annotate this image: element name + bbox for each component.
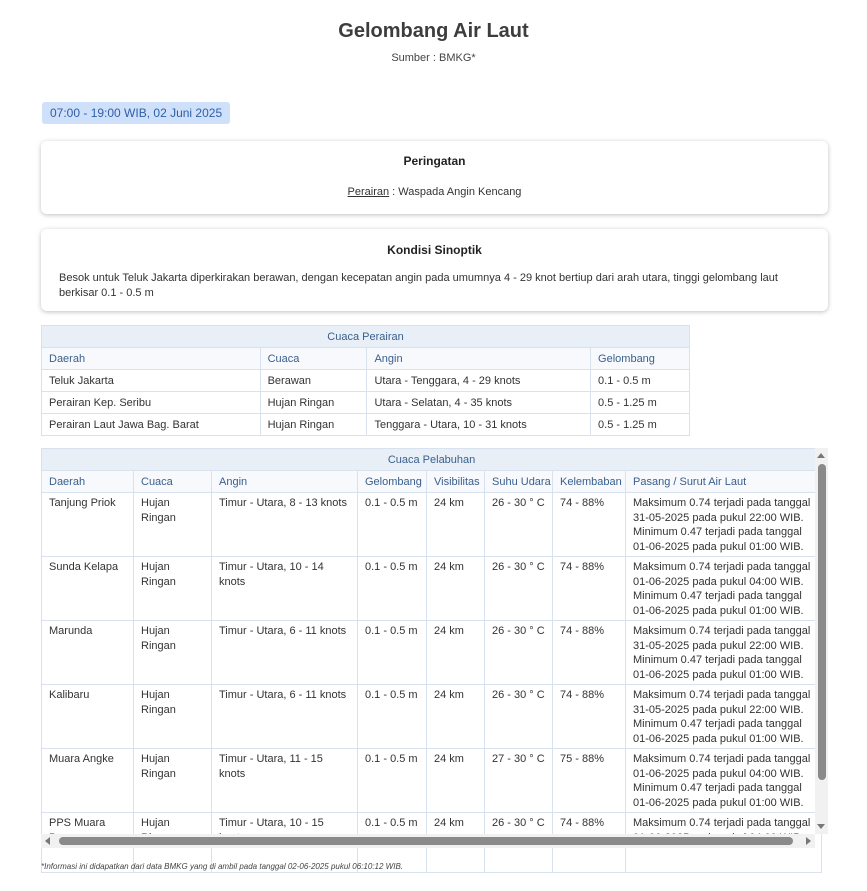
vertical-scroll-thumb[interactable] — [818, 464, 826, 780]
water-weather-cell: Hujan Ringan — [260, 414, 367, 436]
port-weather-cell: 74 - 88% — [553, 493, 626, 557]
warning-area-link[interactable]: Perairan — [347, 186, 390, 198]
port-weather-cell: Hujan Ringan — [134, 557, 212, 621]
port-weather-cell: Maksimum 0.74 terjadi pada tanggal 31-05-2025 pada pukul 22:00 WIB. Minimum 0.47 terjadi pada tanggal 01-06-2025 pada pukul 01:00 WIB. — [626, 621, 822, 685]
time-range-badge: 07:00 - 19:00 WIB, 02 Juni 2025 — [42, 102, 230, 124]
port-weather-cell: 24 km — [427, 493, 485, 557]
water-weather-cell: Tenggara - Utara, 10 - 31 knots — [367, 414, 591, 436]
footnote: *Informasi ini didapatkan dari data BMKG yang di ambil pada tanggal 02-06-2025 pukul 06:10:12 WIB. — [41, 862, 403, 871]
water-weather-cell: Teluk Jakarta — [42, 370, 261, 392]
port-weather-cell: Timur - Utara, 11 - 15 knots — [212, 749, 358, 813]
synoptic-text: Besok untuk Teluk Jakarta diperkirakan berawan, dengan kecepatan angin pada umumnya 4 - 29 knot bertiup dari arah utara, tinggi gelombang laut berkisar 0.1 - 0.5 m — [59, 272, 778, 299]
port-weather-cell: Timur - Utara, 10 - 15 — [212, 813, 358, 873]
port-weather-cell: PPS Muara — [42, 813, 134, 873]
water-weather-cell: Berawan — [260, 370, 367, 392]
water-weather-table — [41, 325, 690, 436]
water-weather-row — [42, 370, 690, 392]
water-weather-cell: Utara - Tenggara, 4 - 29 knots — [367, 370, 591, 392]
port-weather-header-cell: Cuaca — [134, 471, 212, 493]
port-weather-cell: 75 - 88% — [553, 749, 626, 813]
water-weather-cell: 0.5 - 1.25 m — [591, 414, 690, 436]
warning-line — [41, 186, 828, 198]
port-weather-header-cell: Suhu Udara — [485, 471, 553, 493]
port-weather-row — [42, 621, 822, 685]
water-weather-caption: Cuaca Perairan — [42, 326, 690, 348]
water-weather-header-cell: Daerah — [42, 348, 261, 370]
port-weather-scroll-area[interactable] — [41, 448, 815, 834]
port-weather-cell: Tanjung Priok — [42, 493, 134, 557]
port-weather-cell: 0.1 - 0.5 m — [358, 557, 427, 621]
source-label: Sumber : BMKG* — [391, 52, 476, 64]
port-weather-header-cell: Daerah — [42, 471, 134, 493]
water-weather-header-cell: Angin — [367, 348, 591, 370]
port-weather-table-container — [41, 448, 828, 848]
port-weather-cell: 0.1 - 0.5 m — [358, 813, 427, 873]
port-weather-cell: Hujan Ringan — [134, 493, 212, 557]
port-weather-row — [42, 557, 822, 621]
port-weather-cell: Hujan Ringan — [134, 621, 212, 685]
port-weather-cell: 26 - 30 ° C — [485, 813, 553, 873]
water-weather-table-container — [41, 325, 691, 436]
port-weather-cell: Hujan Ringan — [134, 685, 212, 749]
horizontal-scrollbar[interactable] — [41, 834, 815, 848]
water-weather-row — [42, 414, 690, 436]
port-weather-table — [41, 448, 822, 873]
scroll-up-arrow-icon[interactable] — [817, 453, 825, 458]
port-weather-cell: Timur - Utara, 6 - 11 knots — [212, 685, 358, 749]
warning-separator: : — [389, 186, 399, 198]
port-weather-cell: 24 km — [427, 621, 485, 685]
water-weather-header-cell: Gelombang — [591, 348, 690, 370]
port-weather-cell: 74 - 88% — [553, 685, 626, 749]
port-weather-cell: 26 - 30 ° C — [485, 493, 553, 557]
water-weather-row — [42, 392, 690, 414]
port-weather-cell: 0.1 - 0.5 m — [358, 749, 427, 813]
port-weather-cell: 74 - 88% — [553, 557, 626, 621]
port-weather-cell: 74 - 88% — [553, 621, 626, 685]
page-title: Gelombang Air Laut — [338, 20, 529, 42]
port-weather-cell: Muara Angke — [42, 749, 134, 813]
port-weather-cell: 27 - 30 ° C — [485, 749, 553, 813]
port-weather-cell: 0.1 - 0.5 m — [358, 493, 427, 557]
warning-card — [41, 141, 828, 214]
water-weather-header-cell: Cuaca — [260, 348, 367, 370]
vertical-scrollbar[interactable] — [815, 448, 828, 834]
scroll-left-arrow-icon[interactable] — [45, 837, 50, 845]
port-weather-cell: 26 - 30 ° C — [485, 685, 553, 749]
water-weather-cell: 0.5 - 1.25 m — [591, 392, 690, 414]
port-weather-caption: Cuaca Pelabuhan — [42, 449, 822, 471]
port-weather-cell: 24 km — [427, 685, 485, 749]
port-weather-cell: 24 km — [427, 557, 485, 621]
water-weather-cell: Utara - Selatan, 4 - 35 knots — [367, 392, 591, 414]
port-weather-cell: Hujan — [134, 813, 212, 873]
port-weather-cell: Marunda — [42, 621, 134, 685]
port-weather-cell: 26 - 30 ° C — [485, 621, 553, 685]
port-weather-row — [42, 749, 822, 813]
port-weather-cell: 0.1 - 0.5 m — [358, 685, 427, 749]
water-weather-cell: Hujan Ringan — [260, 392, 367, 414]
water-weather-cell: Perairan Kep. Seribu — [42, 392, 261, 414]
water-weather-cell: Perairan Laut Jawa Bag. Barat — [42, 414, 261, 436]
scroll-right-arrow-icon[interactable] — [806, 837, 811, 845]
synoptic-card — [41, 229, 828, 311]
port-weather-cell: 0.1 - 0.5 m — [358, 621, 427, 685]
warning-title: Peringatan — [403, 154, 466, 168]
port-weather-cell: Kalibaru — [42, 685, 134, 749]
port-weather-cell: Maksimum 0.74 terjadi pada tanggal 01-06-2025 pada pukul 04:00 WIB. Minimum 0.47 terjadi pada tanggal 01-06-2025 pada pukul 01:00 WIB. — [626, 557, 822, 621]
port-weather-header-cell: Angin — [212, 471, 358, 493]
horizontal-scroll-thumb[interactable] — [59, 837, 793, 845]
port-weather-cell: Timur - Utara, 8 - 13 knots — [212, 493, 358, 557]
port-weather-header-cell: Pasang / Surut Air Laut — [626, 471, 822, 493]
port-weather-cell: Maksimum 0.74 terjadi pada tanggal — [626, 813, 822, 873]
port-weather-cell: Sunda Kelapa — [42, 557, 134, 621]
port-weather-cell: 24 km — [427, 813, 485, 873]
port-weather-cell: Hujan Ringan — [134, 749, 212, 813]
warning-text: Waspada Angin Kencang — [398, 186, 522, 198]
port-weather-header-cell: Kelembaban — [553, 471, 626, 493]
port-weather-cell: Maksimum 0.74 terjadi pada tanggal 31-05-2025 pada pukul 22:00 WIB. Minimum 0.47 terjadi pada tanggal 01-06-2025 pada pukul 01:00 WIB. — [626, 493, 822, 557]
port-weather-cell: Maksimum 0.74 terjadi pada tanggal 01-06-2025 pada pukul 04:00 WIB. Minimum 0.47 terjadi pada tanggal 01-06-2025 pada pukul 01:00 WIB. — [626, 749, 822, 813]
port-weather-header-cell: Visibilitas — [427, 471, 485, 493]
port-weather-cell: 26 - 30 ° C — [485, 557, 553, 621]
port-weather-row — [42, 685, 822, 749]
port-weather-cell: Maksimum 0.74 terjadi pada tanggal 31-05-2025 pada pukul 22:00 WIB. Minimum 0.47 terjadi pada tanggal 01-06-2025 pada pukul 01:00 WIB. — [626, 685, 822, 749]
port-weather-cell: 74 - 88% — [553, 813, 626, 873]
scroll-down-arrow-icon[interactable] — [817, 824, 825, 829]
port-weather-row — [42, 493, 822, 557]
port-weather-cell: Timur - Utara, 10 - 14 knots — [212, 557, 358, 621]
synoptic-title: Kondisi Sinoptik — [387, 243, 482, 257]
water-weather-cell: 0.1 - 0.5 m — [591, 370, 690, 392]
port-weather-header-cell: Gelombang — [358, 471, 427, 493]
port-weather-cell: 24 km — [427, 749, 485, 813]
port-weather-cell: Timur - Utara, 6 - 11 knots — [212, 621, 358, 685]
